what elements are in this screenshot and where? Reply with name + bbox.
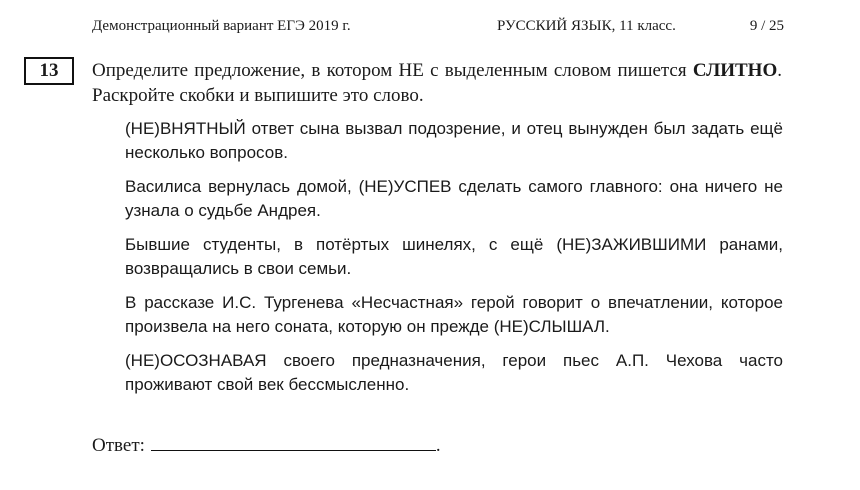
answer-period: . <box>435 435 441 456</box>
answer-label: Ответ: <box>92 435 145 456</box>
page-number: 9 / 25 <box>749 18 784 34</box>
subject-title: РУССКИЙ ЯЗЫК, 11 класс. <box>497 18 676 34</box>
answer-row <box>92 432 441 458</box>
instruction-text-1: Определите предложение, в котором НЕ с выделенным словом пишется <box>92 60 693 81</box>
sentence-3: Бывшие студенты, в потёртых шинелях, с ещё (НЕ)ЗАЖИВШИМИ ранами, возвращались в свои семьи. <box>125 235 783 278</box>
page-header <box>92 18 784 40</box>
instruction-text-2: . Раскройте скобки и выпишите это слово. <box>92 60 782 106</box>
sentence-list <box>125 117 783 407</box>
sentence-4: В рассказе И.С. Тургенева «Несчастная» герой говорит о впечатлении, которое произвела на него соната, которую он прежде (НЕ)СЛЫШАЛ. <box>125 293 783 336</box>
sentence-2: Василиса вернулась домой, (НЕ)УСПЕВ сделать самого главного: она ничего не узнала о судьбе Андрея. <box>125 177 783 220</box>
exam-variant-title: Демонстрационный вариант ЕГЭ 2019 г. <box>92 18 351 34</box>
sentence-5: (НЕ)ОСОЗНАВАЯ своего предназначения, герои пьес А.П. Чехова часто проживают свой век бессмысленно. <box>125 351 783 394</box>
task-instruction <box>92 58 782 108</box>
sentence-1: (НЕ)ВНЯТНЫЙ ответ сына вызвал подозрение, и отец вынужден был задать ещё несколько вопросов. <box>125 119 783 162</box>
task-number-box <box>24 57 74 85</box>
answer-blank-line[interactable] <box>151 432 436 451</box>
instruction-bold-word: СЛИТНО <box>692 60 778 81</box>
task-number: 13 <box>39 60 59 81</box>
